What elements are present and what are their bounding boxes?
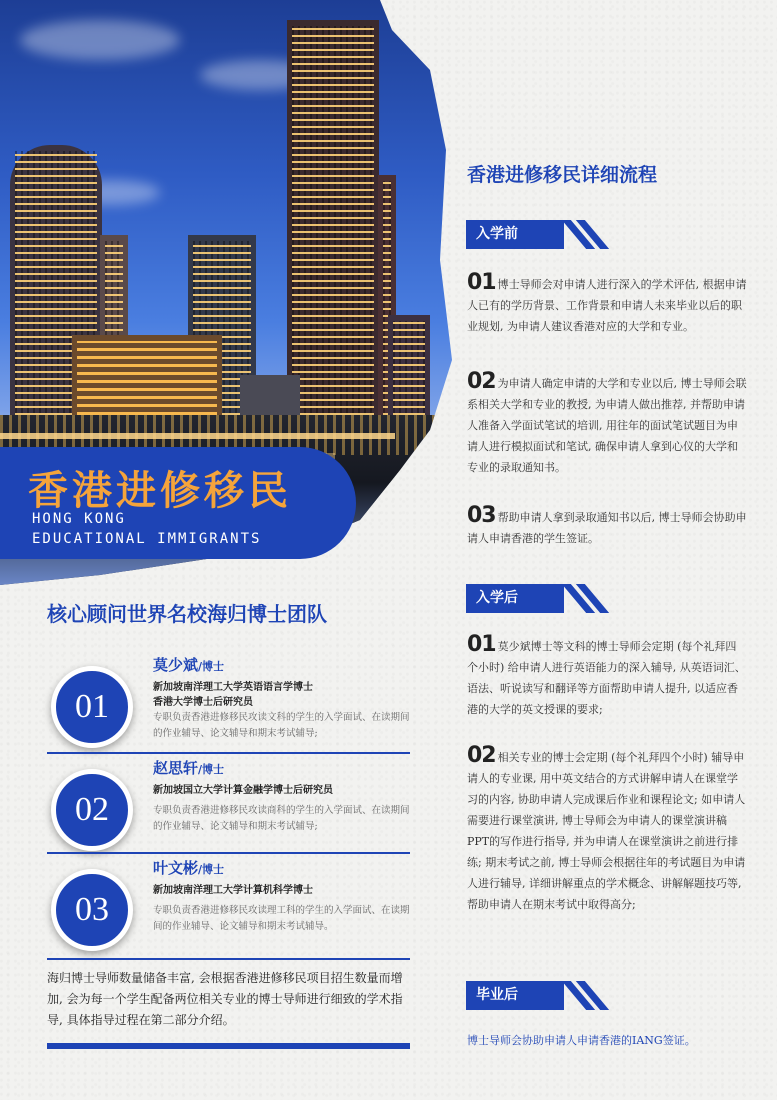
member-name: 莫少斌/博士 (153, 656, 225, 674)
member-desc: 专职负责香港进修移民攻读理工科的学生的入学面试、在读期间的作业辅导、论文辅导和期末考试辅导。 (153, 905, 410, 932)
title-banner (0, 447, 356, 559)
process-heading: 香港进修移民详细流程 (467, 164, 658, 186)
member-desc: 专职负责香港进修移民攻读文科的学生的入学面试、在读期间的作业辅导、论文辅导和期末考试辅导; (153, 712, 410, 739)
member-number-badge: 03 (51, 869, 133, 951)
divider (47, 752, 410, 754)
process-step: 02 为申请人确定申请的大学和专业以后, 博士导师会联系相关大学和专业的教授, 为申请人做出推荐, 并帮助申请人准备入学面试笔试的培训, 用往年的面试笔试题目为申请人进行模拟面试和笔试, 确保申请人拿到心仪的大学和专业的录取通知书。 (467, 369, 747, 474)
member-name: 赵思轩/博士 (153, 759, 225, 777)
tag-label: 毕业后 (466, 981, 564, 1010)
process-step: 02 相关专业的博士会定期 (每个礼拜四个小时) 辅导申请人的专业课, 用中英文结合的方式讲解申请人在课堂学习的内容, 协助申请人完成课后作业和课程论文; 如申请人需要进行课堂演讲, 博士导师会为申请人的课堂演讲稿PPT的写作进行指导, 并为申请人在课堂演讲之前进行排练; 期末考试之前, 博士导师会根据往年的考试题目为申请人进行辅导, 详细讲解重点的学术概念、讲解解题技巧等, 帮助申请人在期末考试中取得高分; (467, 743, 746, 911)
bottom-bar (47, 1043, 410, 1049)
team-summary: 海归博士导师数量储备丰富, 会根据香港进修移民项目招生数量而增加, 会为每一个学生配备两位相关专业的博士导师进行细致的学术指导, 具体指导过程在第二部分介绍。 (47, 971, 403, 1027)
tag-after-enrollment (466, 584, 612, 613)
process-step: 03 帮助申请人拿到录取通知书以后, 博士导师会协助申请人申请香港的学生签证。 (467, 503, 747, 545)
member-title: 新加坡南洋理工大学英语语言学博士 香港大学博士后研究员 (153, 682, 313, 708)
divider (47, 958, 410, 960)
process-step: 01 博士导师会对申请人进行深入的学术评估, 根据申请人已有的学历背景、工作背景和申请人未来毕业以后的职业规划, 为申请人建议香港对应的大学和专业。 (467, 270, 747, 333)
member-name: 叶文彬/博士 (153, 859, 225, 877)
tag-after-graduation (466, 981, 612, 1010)
member-desc: 专职负责香港进修移民攻读商科的学生的入学面试、在读期间的作业辅导、论文辅导和期末考试辅导; (153, 805, 410, 832)
banner-title-en (32, 509, 261, 549)
banner-title-en-line2: EDUCATIONAL IMMIGRANTS (32, 531, 262, 547)
tag-label: 入学前 (466, 220, 564, 249)
tag-before-enrollment (466, 220, 612, 249)
tag-label: 入学后 (466, 584, 564, 613)
member-title: 新加坡南洋理工大学计算机科学博士 (153, 885, 313, 896)
divider (47, 852, 410, 854)
process-step: 01 莫少斌博士等文科的博士导师会定期 (每个礼拜四个小时) 给申请人进行英语能力的深入辅导, 从英语词汇、语法、听说读写和翻译等方面帮助申请人提升, 以适应香港的大学的英文授课的要求; (467, 632, 746, 716)
member-number-badge: 02 (51, 769, 133, 851)
banner-title-cn: 香港进修移民 (28, 467, 292, 514)
member-number-badge: 01 (51, 666, 133, 748)
graduation-text: 博士导师会协助申请人申请香港的IANG签证。 (467, 1034, 696, 1047)
member-title: 新加坡国立大学计算金融学博士后研究员 (153, 785, 333, 796)
team-heading: 核心顾问世界名校海归博士团队 (47, 602, 327, 626)
banner-title-en-line1: HONG KONG (32, 511, 126, 527)
